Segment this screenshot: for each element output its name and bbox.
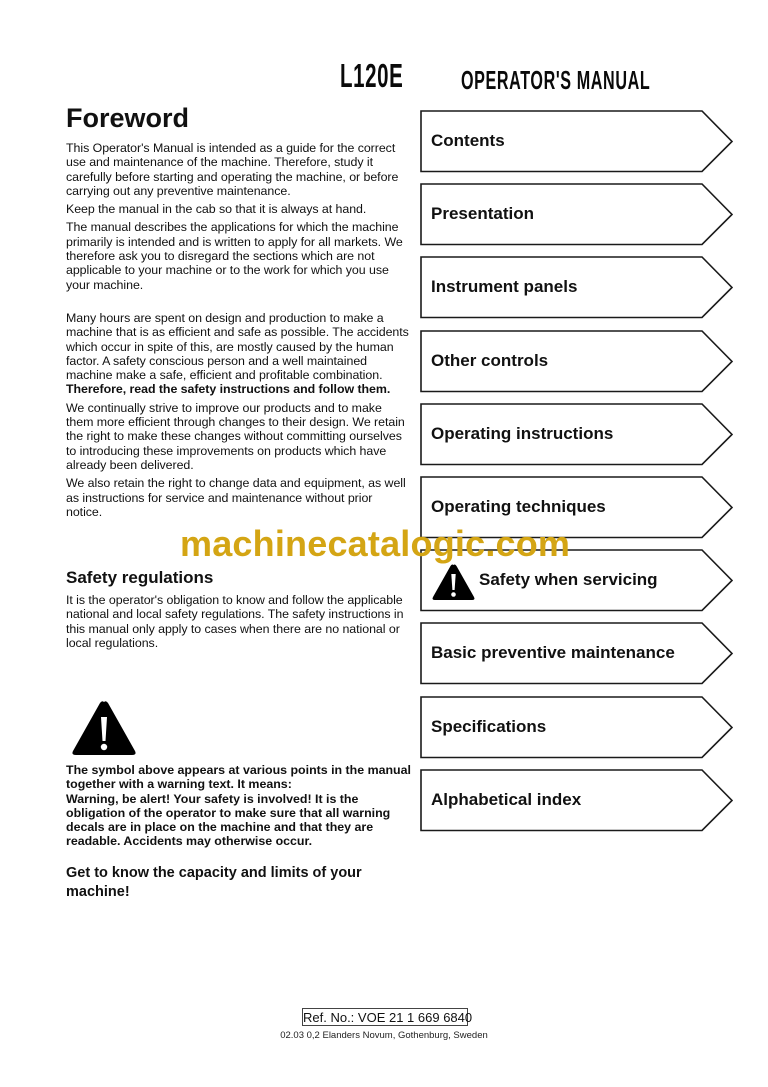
tab-label: Operating techniques xyxy=(431,497,606,516)
model-name: L120E xyxy=(340,57,404,94)
safety-intro-section xyxy=(66,311,411,523)
capacity-note: Get to know the capacity and limits of your machine! xyxy=(66,865,362,900)
foreword-heading: Foreword xyxy=(66,103,190,133)
foreword-paragraph: This Operator's Manual is intended as a guide for the correct use and maintenance of the machine. Therefore, study it carefully before starting and operating the machine, or before carrying out any preventive maintenance. xyxy=(66,141,399,198)
foreword-section xyxy=(66,103,411,296)
tab-label: Other controls xyxy=(431,351,549,370)
warning-section xyxy=(66,763,411,849)
capacity-note-section xyxy=(66,864,396,901)
tab-instrument-panels[interactable] xyxy=(420,256,734,318)
safety-regulations-text: It is the operator's obligation to know and follow the applicable national and local safety regulations. The safety instructions in this manual only apply to cases when there are no national or local regulations. xyxy=(66,593,404,650)
foreword-paragraph: The manual describes the applications for which the machine primarily is intended and is written to apply for all markets. We therefore ask you to disregard the sections which are not applicable to your machine or to the work for which you use your machine. xyxy=(66,220,403,292)
tab-alphabetical-index[interactable] xyxy=(420,769,734,831)
tab-label: Presentation xyxy=(431,204,534,223)
improvement-paragraph: We continually strive to improve our products and to make them more efficient through changes to their design. We retain the right to make these changes without committing ourselves to introducing these improvements on products which have already been delivered. xyxy=(66,400,405,472)
foreword-paragraph: Keep the manual in the cab so that it is always at hand. xyxy=(66,202,367,217)
warning-triangle-icon xyxy=(431,563,476,606)
safety-intro-emphasis: Therefore, read the safety instructions and follow them. xyxy=(66,382,391,397)
tab-label: Instrument panels xyxy=(431,277,578,296)
warning-alert-text: Warning, be alert! Your safety is involved! It is the obligation of the operator to make sure that all warning decals are in place on the machine and that they are readable. Accidents may otherwise occur. xyxy=(66,791,391,849)
tab-other-controls[interactable] xyxy=(420,330,734,392)
printer-info: 02.03 0,2 Elanders Novum, Gothenburg, Sweden xyxy=(280,1030,488,1041)
manual-title: OPERATOR'S MANUAL xyxy=(461,65,651,95)
warning-triangle-icon xyxy=(71,699,137,762)
improvement-paragraph: We also retain the right to change data and equipment, as well as instructions for service and maintenance without prior notice. xyxy=(66,476,406,519)
tab-label: Basic preventive maintenance xyxy=(431,643,675,662)
safety-regulations-heading: Safety regulations xyxy=(66,568,214,587)
watermark: machinecatalogic.com xyxy=(180,523,571,564)
tab-label: Alphabetical index xyxy=(431,790,582,809)
warning-meaning-text: The symbol above appears at various points in the manual together with a warning text. It means: xyxy=(66,763,411,792)
tab-label: Safety when servicing xyxy=(479,570,658,589)
safety-intro-paragraph xyxy=(66,311,411,397)
tab-label: Specifications xyxy=(431,717,547,736)
tab-operating-instructions[interactable] xyxy=(420,403,734,465)
tab-presentation[interactable] xyxy=(420,183,734,245)
tab-label: Contents xyxy=(431,131,505,150)
tab-contents[interactable] xyxy=(420,110,734,172)
tab-label: Operating instructions xyxy=(431,424,614,443)
tab-specifications[interactable] xyxy=(420,696,734,758)
tab-basic-preventive-maintenance[interactable] xyxy=(420,622,734,684)
safety-intro-text: Many hours are spent on design and production to make a machine that is as efficient and safe as possible. The accidents which occur in spite of this, are mostly caused by the human factor. A safety conscious person and a well maintained machine make a safe, efficient and profitable combination. xyxy=(66,311,409,383)
safety-regulations-section xyxy=(66,568,411,654)
reference-number: Ref. No.: VOE 21 1 669 6840 xyxy=(303,1010,473,1025)
